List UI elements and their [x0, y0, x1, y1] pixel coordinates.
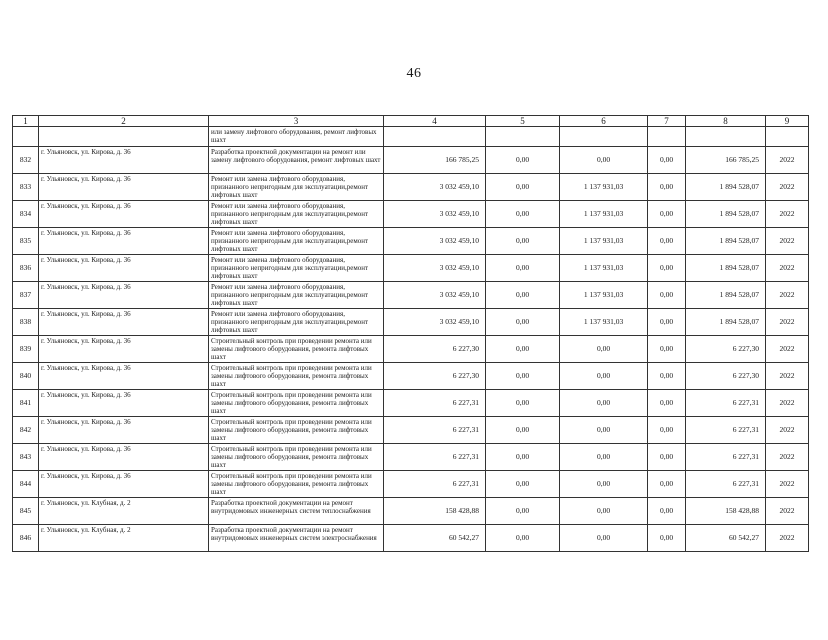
col5-cell: 0,00	[486, 336, 560, 363]
total-cost-cell: 3 032 459,10	[384, 174, 486, 201]
col7-cell: 0,00	[648, 255, 686, 282]
address-cell: г. Ульяновск, ул. Кирова, д. 36	[39, 255, 209, 282]
address-cell: г. Ульяновск, ул. Клубная, д. 2	[39, 525, 209, 552]
address-cell: г. Ульяновск, ул. Кирова, д. 36	[39, 390, 209, 417]
col8-cell: 166 785,25	[686, 147, 766, 174]
table-row	[13, 525, 809, 552]
col8-cell: 1 894 528,07	[686, 309, 766, 336]
address-cell: г. Ульяновск, ул. Кирова, д. 36	[39, 471, 209, 498]
description-cell: Строительный контроль при проведении ремонта или замены лифтового оборудования, ремонта лифтовых шахт	[209, 444, 384, 471]
col7-cell: 0,00	[648, 525, 686, 552]
col5-cell: 0,00	[486, 309, 560, 336]
col8-cell: 6 227,31	[686, 444, 766, 471]
row-number: 844	[13, 471, 39, 498]
table-row	[13, 174, 809, 201]
col6-cell: 1 137 931,03	[560, 228, 648, 255]
col7-cell: 0,00	[648, 282, 686, 309]
column-header: 6	[560, 116, 648, 127]
total-cost-cell: 166 785,25	[384, 147, 486, 174]
col5-cell: 0,00	[486, 282, 560, 309]
table-row	[13, 444, 809, 471]
year-cell: 2022	[766, 309, 809, 336]
address-cell: г. Ульяновск, ул. Кирова, д. 36	[39, 228, 209, 255]
column-header: 8	[686, 116, 766, 127]
col7-cell: 0,00	[648, 201, 686, 228]
col6-cell: 0,00	[560, 147, 648, 174]
col5-cell: 0,00	[486, 390, 560, 417]
col5-cell: 0,00	[486, 174, 560, 201]
col5-cell: 0,00	[486, 471, 560, 498]
address-cell: г. Ульяновск, ул. Кирова, д. 36	[39, 201, 209, 228]
col7-cell: 0,00	[648, 174, 686, 201]
col8-cell: 60 542,27	[686, 525, 766, 552]
year-cell: 2022	[766, 444, 809, 471]
col7-cell: 0,00	[648, 390, 686, 417]
year-cell: 2022	[766, 255, 809, 282]
address-cell: г. Ульяновск, ул. Кирова, д. 36	[39, 174, 209, 201]
col7-cell: 0,00	[648, 471, 686, 498]
row-number: 843	[13, 444, 39, 471]
total-cost-cell: 3 032 459,10	[384, 228, 486, 255]
col5-cell: 0,00	[486, 201, 560, 228]
col6-cell: 0,00	[560, 417, 648, 444]
description-cell: Ремонт или замена лифтового оборудования, признанного непригодным для эксплуатации,ремонт лифтовых шахт	[209, 228, 384, 255]
column-header: 3	[209, 116, 384, 127]
column-header: 9	[766, 116, 809, 127]
total-cost-cell: 3 032 459,10	[384, 255, 486, 282]
address-cell: г. Ульяновск, ул. Кирова, д. 36	[39, 444, 209, 471]
year-cell: 2022	[766, 201, 809, 228]
col7-cell: 0,00	[648, 363, 686, 390]
col8-cell: 1 894 528,07	[686, 174, 766, 201]
row-number: 841	[13, 390, 39, 417]
col5-cell: 0,00	[486, 498, 560, 525]
row-number: 832	[13, 147, 39, 174]
year-cell: 2022	[766, 228, 809, 255]
column-header: 1	[13, 116, 39, 127]
row-number: 838	[13, 309, 39, 336]
col8-cell: 6 227,30	[686, 336, 766, 363]
description-cell: Разработка проектной документации на ремонт или замену лифтового оборудования, ремонт лифтовых шахт	[209, 147, 384, 174]
col7-cell: 0,00	[648, 417, 686, 444]
total-cost-cell: 158 428,88	[384, 498, 486, 525]
col8-cell: 6 227,31	[686, 390, 766, 417]
col7-cell: 0,00	[648, 336, 686, 363]
description-cell: Строительный контроль при проведении ремонта или замены лифтового оборудования, ремонта лифтовых шахт	[209, 471, 384, 498]
col8-cell: 6 227,30	[686, 363, 766, 390]
description-cell: Строительный контроль при проведении ремонта или замены лифтового оборудования, ремонта лифтовых шахт	[209, 336, 384, 363]
col5-cell: 0,00	[486, 228, 560, 255]
column-header: 5	[486, 116, 560, 127]
col8-cell: 6 227,31	[686, 417, 766, 444]
description-cell: Строительный контроль при проведении ремонта или замены лифтового оборудования, ремонта лифтовых шахт	[209, 363, 384, 390]
table-row	[13, 309, 809, 336]
col5-cell: 0,00	[486, 525, 560, 552]
address-cell: г. Ульяновск, ул. Кирова, д. 36	[39, 147, 209, 174]
year-cell: 2022	[766, 363, 809, 390]
col7-cell: 0,00	[648, 147, 686, 174]
year-cell: 2022	[766, 498, 809, 525]
col5-cell: 0,00	[486, 417, 560, 444]
total-cost-cell: 6 227,31	[384, 444, 486, 471]
col6-cell: 1 137 931,03	[560, 282, 648, 309]
row-number: 846	[13, 525, 39, 552]
table-row	[13, 336, 809, 363]
year-cell: 2022	[766, 525, 809, 552]
col7-cell: 0,00	[648, 498, 686, 525]
col6-cell: 0,00	[560, 336, 648, 363]
row-number: 837	[13, 282, 39, 309]
col7-cell: 0,00	[648, 309, 686, 336]
total-cost-cell: 3 032 459,10	[384, 282, 486, 309]
description-cell: Ремонт или замена лифтового оборудования, признанного непригодным для эксплуатации,ремонт лифтовых шахт	[209, 255, 384, 282]
col6-cell: 0,00	[560, 498, 648, 525]
column-header: 7	[648, 116, 686, 127]
table-row	[13, 255, 809, 282]
row-number: 833	[13, 174, 39, 201]
year-cell: 2022	[766, 417, 809, 444]
table-row	[13, 228, 809, 255]
description-cell: Разработка проектной документации на ремонт внутридомовых инженерных систем теплоснабжения	[209, 498, 384, 525]
address-cell: г. Ульяновск, ул. Кирова, д. 36	[39, 363, 209, 390]
col6-cell: 0,00	[560, 390, 648, 417]
col6-cell: 0,00	[560, 525, 648, 552]
col5-cell: 0,00	[486, 363, 560, 390]
description-cell: Ремонт или замена лифтового оборудования, признанного непригодным для эксплуатации,ремонт лифтовых шахт	[209, 201, 384, 228]
description-cell: Ремонт или замена лифтового оборудования, признанного непригодным для эксплуатации,ремонт лифтовых шахт	[209, 174, 384, 201]
col7-cell: 0,00	[648, 444, 686, 471]
col8-cell: 1 894 528,07	[686, 201, 766, 228]
col8-cell: 1 894 528,07	[686, 282, 766, 309]
col5-cell: 0,00	[486, 147, 560, 174]
col5-cell: 0,00	[486, 255, 560, 282]
table-row	[13, 282, 809, 309]
row-number: 840	[13, 363, 39, 390]
total-cost-cell: 6 227,31	[384, 390, 486, 417]
table-body	[13, 127, 809, 552]
table-row	[13, 498, 809, 525]
address-cell: г. Ульяновск, ул. Кирова, д. 36	[39, 282, 209, 309]
year-cell: 2022	[766, 282, 809, 309]
total-cost-cell: 60 542,27	[384, 525, 486, 552]
total-cost-cell: 6 227,31	[384, 417, 486, 444]
page-number: 46	[406, 66, 422, 81]
row-number: 842	[13, 417, 39, 444]
total-cost-cell: 3 032 459,10	[384, 309, 486, 336]
year-cell: 2022	[766, 336, 809, 363]
year-cell: 2022	[766, 471, 809, 498]
col6-cell: 1 137 931,03	[560, 174, 648, 201]
table-row	[13, 147, 809, 174]
col6-cell: 1 137 931,03	[560, 201, 648, 228]
col8-cell: 6 227,31	[686, 471, 766, 498]
total-cost-cell: 3 032 459,10	[384, 201, 486, 228]
description-cell: Ремонт или замена лифтового оборудования, признанного непригодным для эксплуатации,ремонт лифтовых шахт	[209, 282, 384, 309]
col6-cell: 1 137 931,03	[560, 309, 648, 336]
row-number: 836	[13, 255, 39, 282]
col6-cell: 0,00	[560, 444, 648, 471]
column-header: 2	[39, 116, 209, 127]
col8-cell: 1 894 528,07	[686, 255, 766, 282]
address-cell: г. Ульяновск, ул. Кирова, д. 36	[39, 417, 209, 444]
description-cell: Строительный контроль при проведении ремонта или замены лифтового оборудования, ремонта лифтовых шахт	[209, 417, 384, 444]
col8-cell: 1 894 528,07	[686, 228, 766, 255]
continuation-description: или замену лифтового оборудования, ремонт лифтовых шахт	[209, 127, 384, 147]
column-header: 4	[384, 116, 486, 127]
row-number: 845	[13, 498, 39, 525]
row-number: 839	[13, 336, 39, 363]
total-cost-cell: 6 227,30	[384, 336, 486, 363]
table-row	[13, 201, 809, 228]
row-number: 835	[13, 228, 39, 255]
address-cell: г. Ульяновск, ул. Кирова, д. 36	[39, 336, 209, 363]
address-cell: г. Ульяновск, ул. Кирова, д. 36	[39, 309, 209, 336]
total-cost-cell: 6 227,31	[384, 471, 486, 498]
description-cell: Ремонт или замена лифтового оборудования, признанного непригодным для эксплуатации,ремонт лифтовых шахт	[209, 309, 384, 336]
table-row	[13, 417, 809, 444]
col6-cell: 0,00	[560, 471, 648, 498]
table-row	[13, 390, 809, 417]
col7-cell: 0,00	[648, 228, 686, 255]
table-row	[13, 471, 809, 498]
col8-cell: 158 428,88	[686, 498, 766, 525]
column-number-header-row	[13, 116, 809, 127]
year-cell: 2022	[766, 147, 809, 174]
repair-schedule-table	[12, 115, 809, 552]
col5-cell: 0,00	[486, 444, 560, 471]
col6-cell: 0,00	[560, 363, 648, 390]
table-row	[13, 363, 809, 390]
year-cell: 2022	[766, 174, 809, 201]
continuation-row	[13, 127, 809, 147]
total-cost-cell: 6 227,30	[384, 363, 486, 390]
address-cell: г. Ульяновск, ул. Клубная, д. 2	[39, 498, 209, 525]
year-cell: 2022	[766, 390, 809, 417]
description-cell: Строительный контроль при проведении ремонта или замены лифтового оборудования, ремонта лифтовых шахт	[209, 390, 384, 417]
description-cell: Разработка проектной документации на ремонт внутридомовых инженерных систем электроснабжения	[209, 525, 384, 552]
col6-cell: 1 137 931,03	[560, 255, 648, 282]
row-number: 834	[13, 201, 39, 228]
